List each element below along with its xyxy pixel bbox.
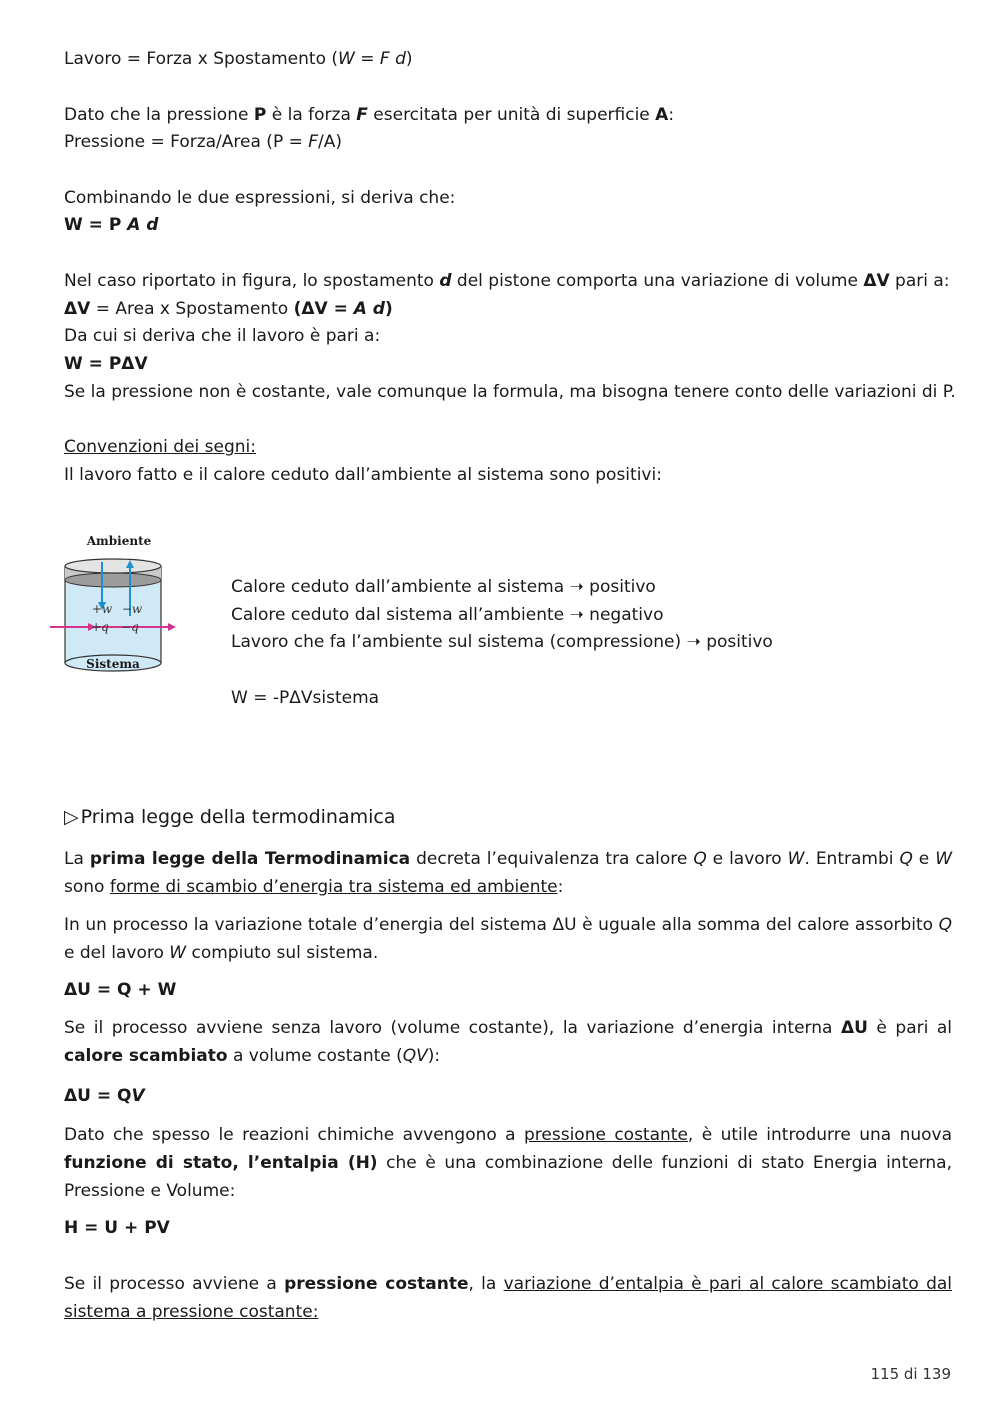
combine-line: Combinando le due espressioni, si deriva che: (64, 188, 456, 208)
figure-label-w-plus: +w (91, 602, 113, 616)
figure-label-q-plus: +q (91, 620, 109, 634)
non-constant-line: Se la pressione non è costante, vale comunque la formula, ma bisogna tenere conto delle variazioni di P. (64, 382, 956, 402)
page-number: 115 di 139 (870, 1365, 951, 1383)
convention-heat-in: Calore ceduto dall’ambiente al sistema ➝ positivo (231, 577, 656, 597)
energy-variation-paragraph: In un processo la variazione totale d’energia del sistema ΔU è uguale alla somma del calore assorbito Q e del lavoro W compiuto sul sistema. (64, 915, 952, 963)
first-law-paragraph: La prima legge della Termodinamica decreta l’equivalenza tra calore Q e lavoro W. Entrambi Q e W sono forme di scambio d’energia tra sistema ed ambiente: (64, 849, 952, 897)
work-pdv-formula: W = PΔV (64, 354, 148, 374)
derive-line: Da cui si deriva che il lavoro è pari a: (64, 326, 381, 346)
pressure-intro-line: Dato che la pressione P è la forza F esercitata per unità di superficie A: (64, 105, 675, 125)
figure-label-q-minus: −q (121, 620, 139, 634)
convention-formula: W = -PΔVsistema (231, 688, 380, 708)
constant-volume-paragraph: Se il processo avviene senza lavoro (volume costante), la variazione d’energia interna ΔU è pari al calore scambiato a volume costante (QV): (64, 1018, 952, 1066)
sign-conventions-title: Convenzioni dei segni: (64, 437, 256, 457)
convention-heat-out: Calore ceduto dal sistema all’ambiente ➝ negativo (231, 605, 664, 625)
piston-line: Nel caso riportato in figura, lo spostamento d del pistone comporta una variazione di volume ΔV pari a: (64, 271, 950, 291)
constant-pressure-paragraph: Se il processo avviene a pressione costante, la variazione d’entalpia è pari al calore scambiato dal sistema a pressione costante: (64, 1274, 953, 1322)
sign-conventions-intro: Il lavoro fatto e il calore ceduto dall’ambiente al sistema sono positivi: (64, 465, 662, 485)
convention-work-compression: Lavoro che fa l’ambiente sul sistema (compressione) ➝ positivo (231, 632, 773, 652)
work-definition-line: Lavoro = Forza x Spostamento (W = F d) (64, 49, 413, 69)
first-law-formula: ΔU = Q + W (64, 980, 177, 1000)
figure-label-w-minus: −w (121, 602, 143, 616)
triangle-bullet-icon: ▷ (64, 806, 79, 828)
enthalpy-formula: H = U + PV (64, 1218, 170, 1238)
section-heading-first-law: ▷ Prima legge della termodinamica (64, 806, 396, 828)
pressure-formula-line: Pressione = Forza/Area (P = F/A) (64, 132, 343, 152)
system-environment-figure (40, 532, 210, 692)
enthalpy-intro-paragraph: Dato che spesso le reazioni chimiche avvengono a pressione costante, è utile introdurre una nuova funzione di stato, l’entalpia (H) che è una combinazione delle funzioni di stato Energia interna, Pressione e Volume: (64, 1125, 952, 1201)
figure-label-ambiente: Ambiente (86, 534, 152, 548)
volume-formula-line: ΔV = Area x Spostamento (ΔV = A d) (64, 299, 393, 319)
constant-volume-formula: ΔU = QV (64, 1086, 145, 1106)
work-pad-formula: W = P A d (64, 215, 159, 235)
figure-label-sistema: Sistema (86, 657, 140, 671)
